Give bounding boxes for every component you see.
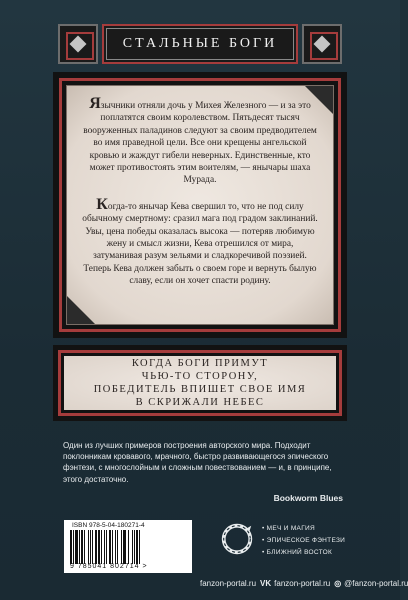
site-text: fanzon-portal.ru — [200, 579, 257, 588]
barcode-bar — [140, 530, 141, 564]
vk-icon: VK — [260, 579, 272, 588]
site-link[interactable] — [200, 579, 256, 588]
blurb-paper — [66, 85, 334, 325]
blurb-text: огда-то янычар Кева свершил то, что не под силу обычному смертному: сразил мага под градом заклинаний. Увы, цена победы оказалась высока — потеряв любимую жену и смысл жизни, Кева отрешился от мира, затуманивая разум зельями и сладкоречивой поэзией. Теперь Кева должен забыть о своем горе и вернуть былую славу, если он хочет спасти родину. — [82, 201, 318, 287]
dropcap: Я — [89, 95, 101, 112]
publisher-links — [200, 579, 408, 588]
barcode-number: 9 785041 802714 > — [70, 563, 148, 570]
blurb-panel — [53, 72, 347, 338]
tagline-frame — [58, 350, 342, 416]
blurb-frame — [59, 78, 341, 332]
tagline-box — [53, 345, 347, 421]
review-text: Один из лучших примеров построения авторского мира. Подходит поклонникам кровавого, мрачного, быстро развивающегося эпического фэнтези, с многослойным и сложным повествованием — и, в принципе, этого достаточно. — [63, 441, 332, 484]
tagline-line: ПОБЕДИТЕЛЬ ВПИШЕТ СВОЕ ИМЯ — [93, 384, 307, 395]
tagline-line: В СКРИЖАЛИ НЕБЕС — [135, 397, 265, 408]
dropcap: К — [96, 195, 108, 213]
barcode — [64, 520, 192, 573]
diamond-emblem-icon — [302, 24, 342, 64]
blurb-paragraph-1 — [81, 95, 319, 187]
corner-ornament — [305, 86, 333, 114]
genre-item: • ЭПИЧЕСКОЕ ФЭНТЕЗИ — [262, 537, 346, 544]
corner-ornament — [67, 296, 95, 324]
barcode-bars — [70, 530, 186, 564]
ouroboros-icon — [218, 520, 256, 558]
blurb-paragraph-2 — [81, 195, 319, 288]
camera-icon: ◎ — [334, 579, 342, 588]
review-author: Bookworm Blues — [273, 493, 343, 503]
vk-link[interactable] — [260, 579, 330, 588]
tagline-paper — [64, 356, 336, 410]
tagline-line: КОГДА БОГИ ПРИМУТ — [131, 358, 269, 369]
genre-item: • БЛИЖНИЙ ВОСТОК — [262, 549, 333, 556]
blurb-text: зычники отняли дочь у Михея Железного — и за это поплатятся своим королевством. Пятьдесят тысяч вооруженных паладинов следуют за своим предводителем во имя праведной цели. Все они крещены ангельской кровью и жаждут гибели неверных. Единственные, кто может противостоять этим воителям, — янычары шаха Мурада. — [83, 101, 317, 186]
tagline-line: ЧЬЮ-ТО СТОРОНУ, — [141, 371, 259, 382]
series-header — [58, 22, 342, 66]
genre-list — [262, 523, 345, 559]
social-text: @fanzon-portal.ru — [344, 579, 408, 588]
vk-text: fanzon-portal.ru — [274, 579, 331, 588]
diamond-emblem-icon — [58, 24, 98, 64]
social-link[interactable] — [334, 579, 408, 588]
isbn-label: ISBN 978-5-04-180271-4 — [72, 522, 145, 529]
genre-item: • МЕЧ И МАГИЯ — [262, 525, 315, 532]
series-title: СТАЛЬНЫЕ БОГИ — [102, 24, 298, 64]
